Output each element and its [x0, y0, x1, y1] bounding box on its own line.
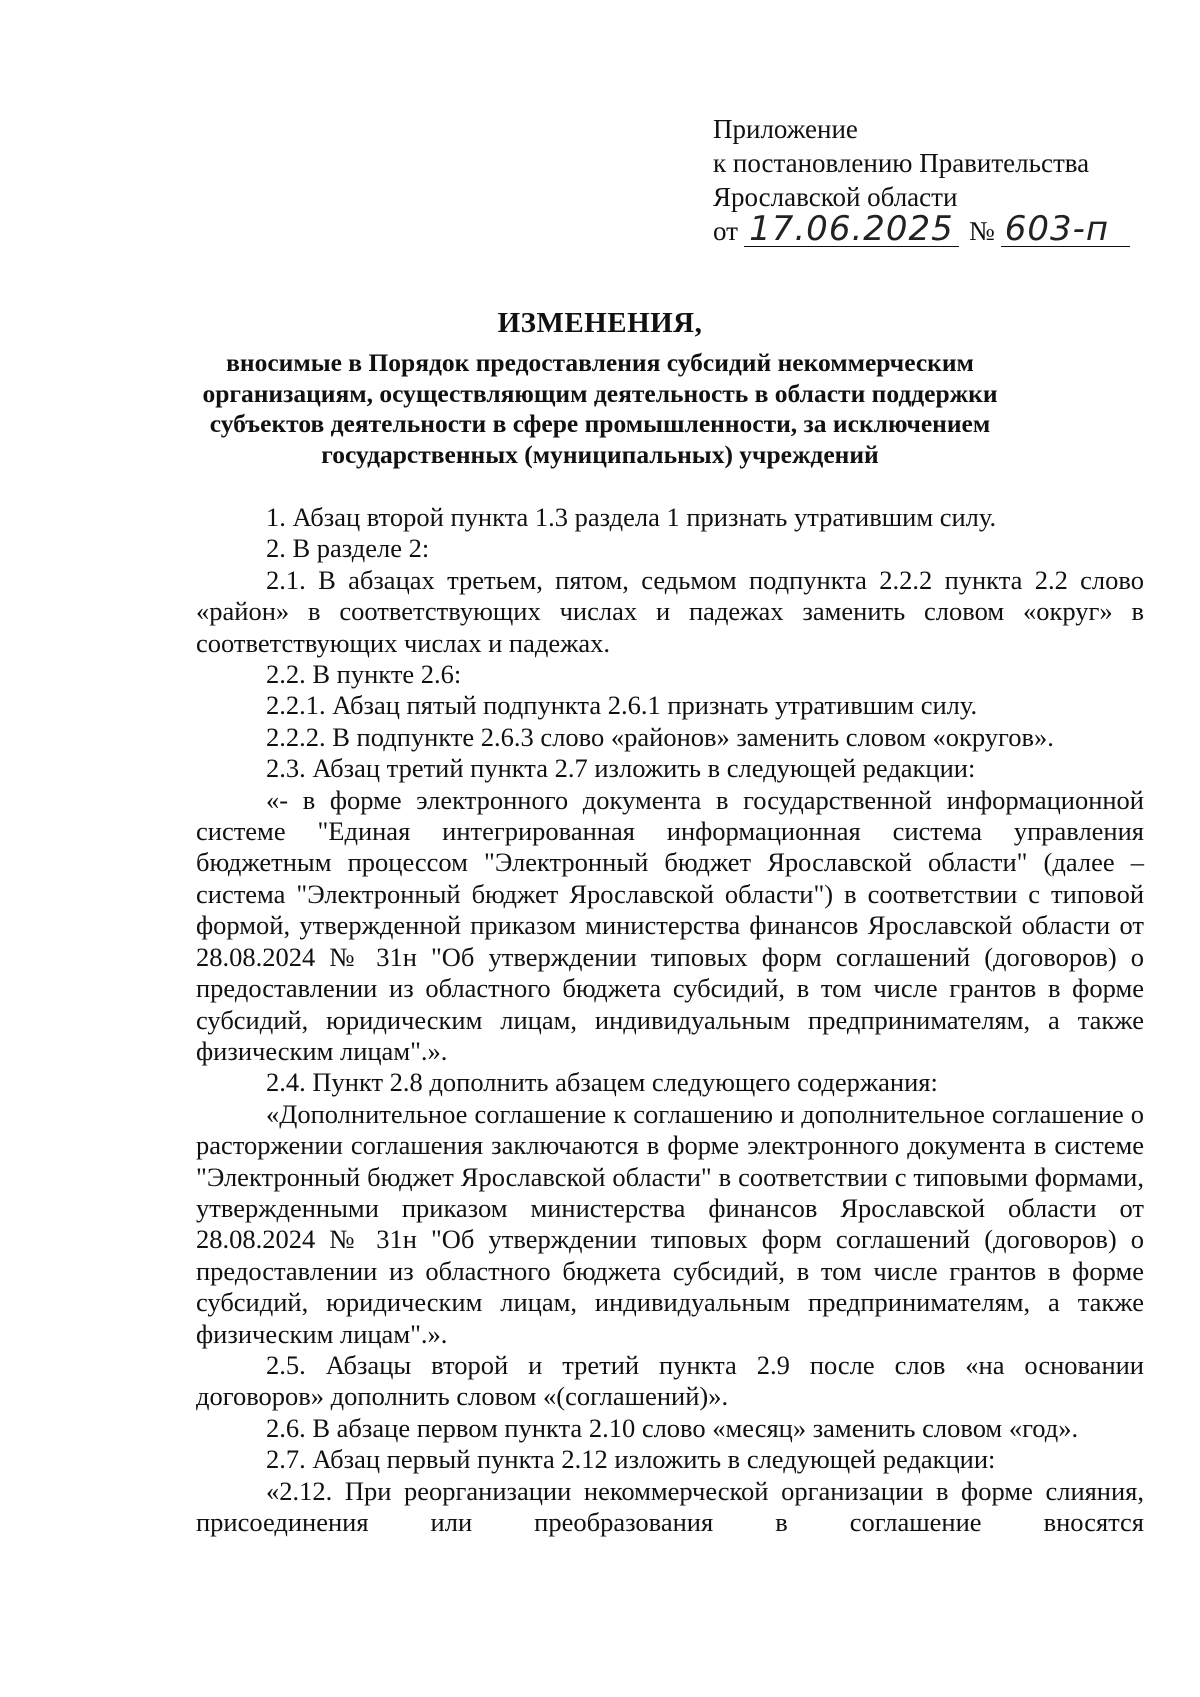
appendix-date-number-line — [713, 209, 1133, 249]
number-label: № — [968, 216, 995, 246]
paragraph-2-4-quote: «Дополнительное соглашение к соглашению и дополнительное соглашение о расторжении соглашения заключаются в форме электронного документа в системе "Электронный бюджет Ярославской области" в соответствии с типовыми формами, утвержденными приказом министерства финансов Ярославской области от 28.08.2024 № 31н "Об утверждении типовых форм соглашений (договоров) о предоставлении из областного бюджета субсидий, в том числе грантов в форме субсидий, юридическим лицам, индивидуальным предпринимателям, а также физическим лицам".». — [196, 1098, 1144, 1349]
number-field — [1001, 209, 1130, 249]
title-main: ИЗМЕНЕНИЯ, — [497, 307, 703, 339]
paragraph-2-6: 2.6. В абзаце первом пункта 2.10 слово «месяц» заменить словом «год». — [266, 1412, 1079, 1443]
document-body — [196, 502, 1144, 1538]
paragraph-2-5: 2.5. Абзацы второй и третий пункта 2.9 после слов «на основании договоров» дополнить словом «(соглашений)». — [196, 1349, 1144, 1412]
paragraph-2-1: 2.1. В абзацах третьем, пятом, седьмом подпункта 2.2.2 пункта 2.2 слово «район» в соответствующих числах и падежах заменить словом «округ» в соответствующих числах и падежах. — [196, 564, 1144, 658]
date-label: от — [713, 216, 738, 246]
paragraph-2-3-quote: «- в форме электронного документа в государственной информационной системе "Единая интегрированная информационная система управления бюджетным процессом "Электронный бюджет Ярославской области" (далее – система "Электронный бюджет Ярославской области") в соответствии с типовой формой, утвержденной приказом министерства финансов Ярославской области от 28.08.2024 № 31н "Об утверждении типовых форм соглашений (договоров) о предоставлении из областного бюджета субсидий, в том числе грантов в форме субсидий, юридическим лицам, индивидуальным предпринимателям, а также физическим лицам".». — [196, 784, 1144, 1066]
appendix-header — [713, 112, 1133, 248]
paragraph-1: 1. Абзац второй пункта 1.3 раздела 1 признать утратившим силу. — [266, 502, 997, 532]
paragraph-2-7-quote: «2.12. При реорганизации некоммерческой организации в форме слияния, присоединения или преобразования в соглашение вносятся — [196, 1475, 1144, 1537]
paragraph-2: 2. В разделе 2: — [266, 533, 430, 564]
appendix-title: Приложение — [713, 114, 858, 144]
paragraph-2-2-2: 2.2.2. В подпункте 2.6.3 слово «районов» заменить словом «округов». — [266, 721, 1054, 752]
handwritten-number: 603-п — [1004, 209, 1110, 249]
handwritten-date: 17.06.2025 — [749, 209, 954, 249]
paragraph-2-4: 2.4. Пункт 2.8 дополнить абзацем следующего содержания: — [266, 1067, 938, 1098]
appendix-reference: к постановлению Правительства — [713, 148, 1090, 178]
paragraph-2-2-1: 2.2.1. Абзац пятый подпункта 2.6.1 признать утратившим силу. — [266, 690, 978, 721]
paragraph-2-3: 2.3. Абзац третий пункта 2.7 изложить в следующей редакции: — [266, 753, 976, 784]
paragraph-2-2: 2.2. В пункте 2.6: — [266, 659, 462, 690]
document-title — [150, 306, 1050, 470]
paragraph-2-7: 2.7. Абзац первый пункта 2.12 изложить в следующей редакции: — [266, 1444, 996, 1475]
title-subtitle: вносимые в Порядок предоставления субсидий некоммерческим организациям, осуществляющим деятельность в области поддержки субъектов деятельности в сфере промышленности, за исключением государственных (муниципальных) учреждений — [202, 348, 998, 469]
date-field — [744, 209, 959, 249]
appendix-region: Ярославской области — [713, 182, 958, 212]
